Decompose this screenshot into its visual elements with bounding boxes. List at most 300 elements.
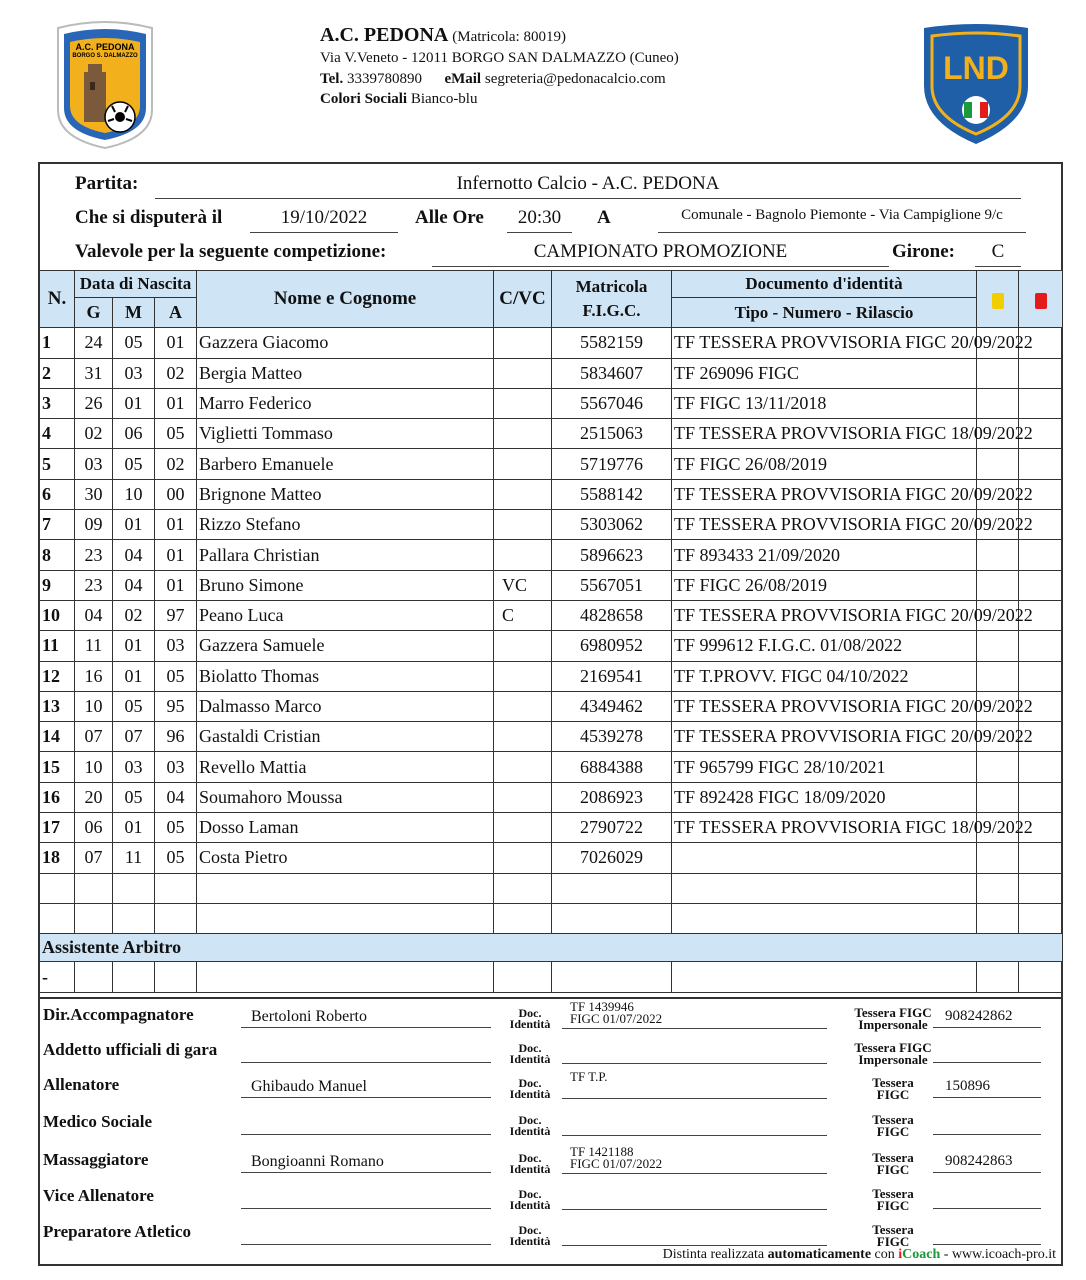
staff-role: Dir.Accompagnatore xyxy=(43,1005,194,1024)
captain-cell[interactable] xyxy=(494,813,552,843)
birth-year[interactable]: 05 xyxy=(155,419,197,449)
document-cell[interactable]: TF FIGC 26/08/2019 xyxy=(672,570,977,600)
girone-field[interactable]: C xyxy=(975,241,1021,267)
staff-tessera-field[interactable]: 908242862 xyxy=(933,1008,1041,1028)
row-number: 5 xyxy=(40,449,75,479)
birth-year[interactable]: 01 xyxy=(155,388,197,418)
birth-month[interactable]: 01 xyxy=(113,661,155,691)
birth-year[interactable] xyxy=(155,873,197,903)
captain-cell[interactable] xyxy=(494,358,552,388)
logo-text-sub: BORGO S. DALMAZZO xyxy=(72,53,138,59)
birth-day[interactable]: 06 xyxy=(75,813,113,843)
birth-year[interactable]: 01 xyxy=(155,570,197,600)
red-card-cell[interactable] xyxy=(1019,843,1063,873)
doc-label-2: Identità xyxy=(509,1087,551,1101)
staff-doc-label xyxy=(505,1043,555,1065)
header-figc-label: F.I.G.C. xyxy=(582,301,641,321)
table-row xyxy=(40,782,1063,812)
birth-day[interactable]: 16 xyxy=(75,661,113,691)
assistente-yellow[interactable] xyxy=(977,962,1019,993)
matricola-cell[interactable]: 5582159 xyxy=(552,328,672,358)
birth-year[interactable]: 03 xyxy=(155,631,197,661)
table-row xyxy=(40,600,1063,630)
birth-year[interactable]: 05 xyxy=(155,843,197,873)
captain-cell[interactable] xyxy=(494,752,552,782)
document-cell[interactable]: TF TESSERA PROVVISORIA FIGC 20/09/2022 xyxy=(672,722,977,752)
matricola-cell[interactable]: 4539278 xyxy=(552,722,672,752)
section-divider xyxy=(39,997,1062,999)
footer-mid: con xyxy=(871,1247,899,1262)
staff-role: Preparatore Atletico xyxy=(43,1222,192,1241)
header-red-card xyxy=(1019,271,1063,328)
yellow-card-cell[interactable] xyxy=(977,661,1019,691)
email-label: eMail xyxy=(444,71,482,87)
staff-name-field[interactable]: Bertoloni Roberto xyxy=(241,1008,491,1028)
birth-year[interactable] xyxy=(155,903,197,933)
document-cell[interactable]: TF 893433 21/09/2020 xyxy=(672,540,977,570)
date-label: Che si disputerà il xyxy=(75,207,223,228)
row-number: 6 xyxy=(40,479,75,509)
red-card-cell[interactable] xyxy=(1019,873,1063,903)
birth-year[interactable]: 00 xyxy=(155,479,197,509)
header-doc: Documento d'identità xyxy=(672,271,977,298)
header-matricola xyxy=(552,271,672,328)
birth-month[interactable] xyxy=(113,873,155,903)
staff-role: Medico Sociale xyxy=(43,1112,153,1131)
captain-cell[interactable] xyxy=(494,631,552,661)
matricola-cell[interactable] xyxy=(552,903,672,933)
time-field[interactable]: 20:30 xyxy=(507,207,572,233)
document-cell[interactable] xyxy=(672,843,977,873)
staff-doc-line1: TF T.P. xyxy=(570,1069,608,1084)
birth-day[interactable] xyxy=(75,903,113,933)
assistente-name[interactable] xyxy=(197,962,494,993)
row-number: 3 xyxy=(40,388,75,418)
birth-month[interactable]: 03 xyxy=(113,752,155,782)
staff-tessera-label xyxy=(863,1188,923,1212)
staff-doc-field[interactable] xyxy=(562,1182,827,1210)
captain-cell[interactable] xyxy=(494,328,552,358)
captain-cell[interactable] xyxy=(494,661,552,691)
document-cell[interactable]: TF 892428 FIGC 18/09/2020 xyxy=(672,782,977,812)
staff-doc-field[interactable] xyxy=(562,1001,827,1029)
red-card-cell[interactable] xyxy=(1019,782,1063,812)
matricola-cell[interactable]: 5588142 xyxy=(552,479,672,509)
email-value: segreteria@pedonacalcio.com xyxy=(484,71,666,87)
staff-name-field[interactable]: Ghibaudo Manuel xyxy=(241,1078,491,1098)
tessera-label-2: FIGC xyxy=(876,1124,910,1139)
birth-month[interactable]: 11 xyxy=(113,843,155,873)
matricola-cell[interactable]: 5567046 xyxy=(552,388,672,418)
captain-cell[interactable] xyxy=(494,691,552,721)
document-cell[interactable]: TF 269096 FIGC xyxy=(672,358,977,388)
row-number: 8 xyxy=(40,540,75,570)
yellow-card-cell[interactable] xyxy=(977,631,1019,661)
row-number: 18 xyxy=(40,843,75,873)
player-name[interactable]: Gazzera Samuele xyxy=(197,631,494,661)
red-card-cell[interactable] xyxy=(1019,903,1063,933)
footer-credit xyxy=(663,1247,1056,1263)
staff-tessera-field[interactable] xyxy=(933,1225,1041,1245)
birth-year[interactable]: 01 xyxy=(155,540,197,570)
birth-day[interactable]: 07 xyxy=(75,722,113,752)
player-name[interactable] xyxy=(197,903,494,933)
yellow-card-cell[interactable] xyxy=(977,388,1019,418)
assistente-a[interactable] xyxy=(155,962,197,993)
captain-cell[interactable] xyxy=(494,540,552,570)
red-card-cell[interactable] xyxy=(1019,570,1063,600)
yellow-card-cell[interactable] xyxy=(977,873,1019,903)
matricola-cell[interactable]: 5303062 xyxy=(552,510,672,540)
birth-day[interactable]: 09 xyxy=(75,510,113,540)
staff-tessera-field[interactable]: 150896 xyxy=(933,1078,1041,1098)
table-row xyxy=(40,449,1063,479)
staff-tessera-label xyxy=(863,1152,923,1176)
doc-label-1: Doc. xyxy=(518,1187,542,1201)
red-card-cell[interactable] xyxy=(1019,752,1063,782)
row-number: 4 xyxy=(40,419,75,449)
assistente-cvc[interactable] xyxy=(494,962,552,993)
birth-day[interactable]: 07 xyxy=(75,843,113,873)
document-cell[interactable]: TF FIGC 26/08/2019 xyxy=(672,449,977,479)
colors-value: Bianco-blu xyxy=(410,91,478,107)
birth-day[interactable]: 11 xyxy=(75,631,113,661)
matricola-cell[interactable]: 2790722 xyxy=(552,813,672,843)
table-row xyxy=(40,843,1063,873)
birth-month[interactable]: 03 xyxy=(113,358,155,388)
matricola-cell[interactable]: 2515063 xyxy=(552,419,672,449)
colors-label: Colori Sociali xyxy=(320,91,408,107)
staff-tessera-label xyxy=(848,1007,938,1031)
assistente-doc[interactable] xyxy=(672,962,977,993)
player-name[interactable]: Revello Mattia xyxy=(197,752,494,782)
red-card-cell[interactable] xyxy=(1019,631,1063,661)
tessera-label-2: FIGC xyxy=(876,1198,910,1213)
matricola-cell[interactable]: 4349462 xyxy=(552,691,672,721)
document-cell[interactable]: TF 965799 FIGC 28/10/2021 xyxy=(672,752,977,782)
matricola-cell[interactable]: 6980952 xyxy=(552,631,672,661)
footer-bold: automaticamente xyxy=(767,1247,872,1262)
player-name[interactable]: Brignone Matteo xyxy=(197,479,494,509)
tessera-label-2: FIGC xyxy=(876,1087,910,1102)
staff-doc-line1: TF 1439946 xyxy=(570,999,634,1014)
doc-label-1: Doc. xyxy=(518,1223,542,1237)
document-cell[interactable]: TF 999612 F.I.G.C. 01/08/2022 xyxy=(672,631,977,661)
birth-month[interactable]: 01 xyxy=(113,813,155,843)
birth-month[interactable]: 05 xyxy=(113,328,155,358)
birth-year[interactable]: 01 xyxy=(155,510,197,540)
birth-day[interactable]: 10 xyxy=(75,691,113,721)
header-cvc: C/VC xyxy=(494,271,552,328)
matricola-cell[interactable]: 5896623 xyxy=(552,540,672,570)
matricola-cell[interactable]: 7026029 xyxy=(552,843,672,873)
player-name[interactable]: Viglietti Tommaso xyxy=(197,419,494,449)
birth-day[interactable]: 03 xyxy=(75,449,113,479)
captain-cell[interactable] xyxy=(494,479,552,509)
tessera-label-2: FIGC xyxy=(876,1234,910,1249)
doc-label-2: Identità xyxy=(509,1162,551,1176)
yellow-card-icon xyxy=(992,293,1004,309)
player-name[interactable]: Rizzo Stefano xyxy=(197,510,494,540)
table-row xyxy=(40,388,1063,418)
date-field[interactable]: 19/10/2022 xyxy=(250,207,398,233)
birth-year[interactable]: 95 xyxy=(155,691,197,721)
staff-role: Addetto ufficiali di gara xyxy=(43,1040,218,1059)
row-number xyxy=(40,873,75,903)
document-cell[interactable]: TF TESSERA PROVVISORIA FIGC 18/09/2022 xyxy=(672,419,977,449)
birth-month[interactable]: 04 xyxy=(113,570,155,600)
player-name[interactable]: Soumahoro Moussa xyxy=(197,782,494,812)
red-card-cell[interactable] xyxy=(1019,661,1063,691)
document-cell[interactable]: TF FIGC 13/11/2018 xyxy=(672,388,977,418)
matricola-cell[interactable]: 6884388 xyxy=(552,752,672,782)
birth-day[interactable]: 30 xyxy=(75,479,113,509)
staff-role: Vice Allenatore xyxy=(43,1186,154,1205)
doc-label-1: Doc. xyxy=(518,1113,542,1127)
tessera-label-2: Impersonale xyxy=(858,1052,928,1067)
staff-doc-line2: FIGC 01/07/2022 xyxy=(570,1156,663,1171)
assistente-matricola[interactable] xyxy=(552,962,672,993)
staff-name-field[interactable] xyxy=(241,1225,491,1245)
header-m: M xyxy=(113,298,155,328)
doc-label-2: Identità xyxy=(509,1124,551,1138)
player-name[interactable]: Pallara Christian xyxy=(197,540,494,570)
document-cell[interactable]: TF TESSERA PROVVISORIA FIGC 20/09/2022 xyxy=(672,691,977,721)
staff-name-field[interactable] xyxy=(241,1043,491,1063)
birth-month[interactable]: 05 xyxy=(113,782,155,812)
matricola-cell[interactable]: 2169541 xyxy=(552,661,672,691)
birth-year[interactable]: 02 xyxy=(155,449,197,479)
footer-i: i xyxy=(898,1247,903,1262)
yellow-card-cell[interactable] xyxy=(977,843,1019,873)
table-row xyxy=(40,479,1063,509)
yellow-card-cell[interactable] xyxy=(977,570,1019,600)
club-name-text: A.C. PEDONA xyxy=(320,24,448,46)
birth-day[interactable]: 31 xyxy=(75,358,113,388)
row-number: 14 xyxy=(40,722,75,752)
tessera-label-1: Tessera FIGC xyxy=(854,1040,932,1055)
document-cell[interactable]: TF TESSERA PROVVISORIA FIGC 20/09/2022 xyxy=(672,600,977,630)
player-name[interactable]: Gastaldi Cristian xyxy=(197,722,494,752)
matricola-cell[interactable]: 5567051 xyxy=(552,570,672,600)
staff-doc-field[interactable] xyxy=(562,1108,827,1136)
partita-label: Partita: xyxy=(75,173,139,194)
doc-label-2: Identità xyxy=(509,1017,551,1031)
captain-cell[interactable] xyxy=(494,388,552,418)
matricola-cell[interactable]: 4828658 xyxy=(552,600,672,630)
player-name[interactable]: Dosso Laman xyxy=(197,813,494,843)
table-row xyxy=(40,873,1063,903)
birth-year[interactable]: 97 xyxy=(155,600,197,630)
birth-day[interactable]: 26 xyxy=(75,388,113,418)
birth-month[interactable]: 01 xyxy=(113,510,155,540)
red-card-cell[interactable] xyxy=(1019,540,1063,570)
birth-month[interactable]: 01 xyxy=(113,388,155,418)
birth-month[interactable] xyxy=(113,903,155,933)
yellow-card-cell[interactable] xyxy=(977,540,1019,570)
birth-day[interactable] xyxy=(75,873,113,903)
staff-doc-label xyxy=(505,1225,555,1247)
staff-tessera-label xyxy=(863,1114,923,1138)
staff-doc-label xyxy=(505,1115,555,1137)
birth-month[interactable]: 04 xyxy=(113,540,155,570)
player-name[interactable]: Dalmasso Marco xyxy=(197,691,494,721)
birth-year[interactable]: 05 xyxy=(155,813,197,843)
girone-label: Girone: xyxy=(892,241,955,262)
table-row xyxy=(40,722,1063,752)
player-name[interactable]: Peano Luca xyxy=(197,600,494,630)
staff-doc-field[interactable] xyxy=(562,1071,827,1099)
player-name[interactable]: Biolatto Thomas xyxy=(197,661,494,691)
staff-doc-field[interactable] xyxy=(562,1146,827,1174)
yellow-card-cell[interactable] xyxy=(977,449,1019,479)
document-cell[interactable] xyxy=(672,873,977,903)
document-cell[interactable] xyxy=(672,903,977,933)
tessera-label-1: Tessera xyxy=(872,1075,914,1090)
table-row xyxy=(40,419,1063,449)
birth-day[interactable]: 23 xyxy=(75,540,113,570)
birth-day[interactable]: 02 xyxy=(75,419,113,449)
birth-year[interactable]: 04 xyxy=(155,782,197,812)
partita-field[interactable]: Infernotto Calcio - A.C. PEDONA xyxy=(155,173,1021,199)
birth-year[interactable]: 01 xyxy=(155,328,197,358)
doc-label-2: Identità xyxy=(509,1234,551,1248)
staff-doc-field[interactable] xyxy=(562,1218,827,1246)
captain-cell[interactable] xyxy=(494,510,552,540)
captain-cell[interactable] xyxy=(494,419,552,449)
row-number: 12 xyxy=(40,661,75,691)
matricola-cell[interactable] xyxy=(552,873,672,903)
staff-doc-label xyxy=(505,1153,555,1175)
yellow-card-cell[interactable] xyxy=(977,358,1019,388)
yellow-card-cell[interactable] xyxy=(977,782,1019,812)
tel-value: 3339780890 xyxy=(346,71,422,87)
row-number: 13 xyxy=(40,691,75,721)
birth-month[interactable]: 06 xyxy=(113,419,155,449)
document-cell[interactable]: TF TESSERA PROVVISORIA FIGC 20/09/2022 xyxy=(672,328,977,358)
staff-tessera-field[interactable] xyxy=(933,1043,1041,1063)
matricola-cell[interactable]: 2086923 xyxy=(552,782,672,812)
assistente-m[interactable] xyxy=(113,962,155,993)
document-cell[interactable]: TF T.PROVV. FIGC 04/10/2022 xyxy=(672,661,977,691)
competition-field[interactable]: CAMPIONATO PROMOZIONE xyxy=(432,241,889,267)
matricola-cell[interactable]: 5834607 xyxy=(552,358,672,388)
doc-label-2: Identità xyxy=(509,1198,551,1212)
header-matricola-label: Matricola xyxy=(575,277,648,297)
yellow-card-cell[interactable] xyxy=(977,903,1019,933)
footer-coach: Coach xyxy=(902,1247,941,1262)
row-number: 1 xyxy=(40,328,75,358)
row-number: 11 xyxy=(40,631,75,661)
document-cell[interactable]: TF TESSERA PROVVISORIA FIGC 20/09/2022 xyxy=(672,479,977,509)
tessera-label-2: Impersonale xyxy=(858,1017,928,1032)
staff-doc-label xyxy=(505,1008,555,1030)
staff-tessera-field[interactable] xyxy=(933,1115,1041,1135)
player-name[interactable] xyxy=(197,873,494,903)
birth-year[interactable]: 02 xyxy=(155,358,197,388)
tessera-label-1: Tessera xyxy=(872,1186,914,1201)
matricola-cell[interactable]: 5719776 xyxy=(552,449,672,479)
table-row xyxy=(40,570,1063,600)
staff-tessera-label xyxy=(863,1224,923,1248)
assistente-red[interactable] xyxy=(1019,962,1063,993)
birth-month[interactable]: 10 xyxy=(113,479,155,509)
header-name: Nome e Cognome xyxy=(197,271,494,328)
player-name[interactable]: Costa Pietro xyxy=(197,843,494,873)
captain-cell[interactable] xyxy=(494,449,552,479)
captain-cell[interactable]: C xyxy=(494,600,552,630)
birth-month[interactable]: 05 xyxy=(113,691,155,721)
birth-year[interactable]: 96 xyxy=(155,722,197,752)
yellow-card-cell[interactable] xyxy=(977,752,1019,782)
staff-name-field[interactable]: Bongioanni Romano xyxy=(241,1153,491,1173)
birth-month[interactable]: 07 xyxy=(113,722,155,752)
row-number: 10 xyxy=(40,600,75,630)
table-row xyxy=(40,691,1063,721)
tessera-label-1: Tessera xyxy=(872,1150,914,1165)
staff-doc-label xyxy=(505,1189,555,1211)
table-row xyxy=(40,631,1063,661)
staff-doc-line2: FIGC 01/07/2022 xyxy=(570,1011,663,1026)
captain-cell[interactable] xyxy=(494,903,552,933)
red-card-cell[interactable] xyxy=(1019,358,1063,388)
birth-day[interactable]: 24 xyxy=(75,328,113,358)
club-matricola: (Matricola: 80019) xyxy=(452,29,566,45)
staff-name-field[interactable] xyxy=(241,1115,491,1135)
captain-cell[interactable] xyxy=(494,873,552,903)
players-table xyxy=(39,270,1063,993)
assistente-g[interactable] xyxy=(75,962,113,993)
birth-month[interactable]: 01 xyxy=(113,631,155,661)
staff-doc-label xyxy=(505,1078,555,1100)
birth-day[interactable]: 23 xyxy=(75,570,113,600)
document-cell[interactable]: TF TESSERA PROVVISORIA FIGC 20/09/2022 xyxy=(672,510,977,540)
captain-cell[interactable] xyxy=(494,722,552,752)
birth-month[interactable]: 02 xyxy=(113,600,155,630)
player-name[interactable]: Bergia Matteo xyxy=(197,358,494,388)
captain-cell[interactable] xyxy=(494,843,552,873)
red-card-cell[interactable] xyxy=(1019,449,1063,479)
header-a: A xyxy=(155,298,197,328)
player-name[interactable]: Bruno Simone xyxy=(197,570,494,600)
doc-label-1: Doc. xyxy=(518,1151,542,1165)
footer-post: - www.icoach-pro.it xyxy=(940,1247,1056,1262)
birth-year[interactable]: 05 xyxy=(155,661,197,691)
player-name[interactable]: Marro Federico xyxy=(197,388,494,418)
staff-name-field[interactable] xyxy=(241,1189,491,1209)
header-yellow-card xyxy=(977,271,1019,328)
document-cell[interactable]: TF TESSERA PROVVISORIA FIGC 18/09/2022 xyxy=(672,813,977,843)
club-logo xyxy=(52,20,158,150)
birth-day[interactable]: 04 xyxy=(75,600,113,630)
birth-day[interactable]: 10 xyxy=(75,752,113,782)
staff-tessera-label xyxy=(863,1077,923,1101)
red-card-cell[interactable] xyxy=(1019,388,1063,418)
birth-year[interactable]: 03 xyxy=(155,752,197,782)
table-row xyxy=(40,752,1063,782)
staff-tessera-field[interactable] xyxy=(933,1189,1041,1209)
captain-cell[interactable]: VC xyxy=(494,570,552,600)
place-field[interactable]: Comunale - Bagnolo Piemonte - Via Campiglione 9/c xyxy=(658,207,1026,233)
doc-label-1: Doc. xyxy=(518,1041,542,1055)
player-name[interactable]: Gazzera Giacomo xyxy=(197,328,494,358)
player-name[interactable]: Barbero Emanuele xyxy=(197,449,494,479)
staff-tessera-field[interactable]: 908242863 xyxy=(933,1153,1041,1173)
birth-day[interactable]: 20 xyxy=(75,782,113,812)
staff-doc-field[interactable] xyxy=(562,1036,827,1064)
captain-cell[interactable] xyxy=(494,782,552,812)
birth-month[interactable]: 05 xyxy=(113,449,155,479)
